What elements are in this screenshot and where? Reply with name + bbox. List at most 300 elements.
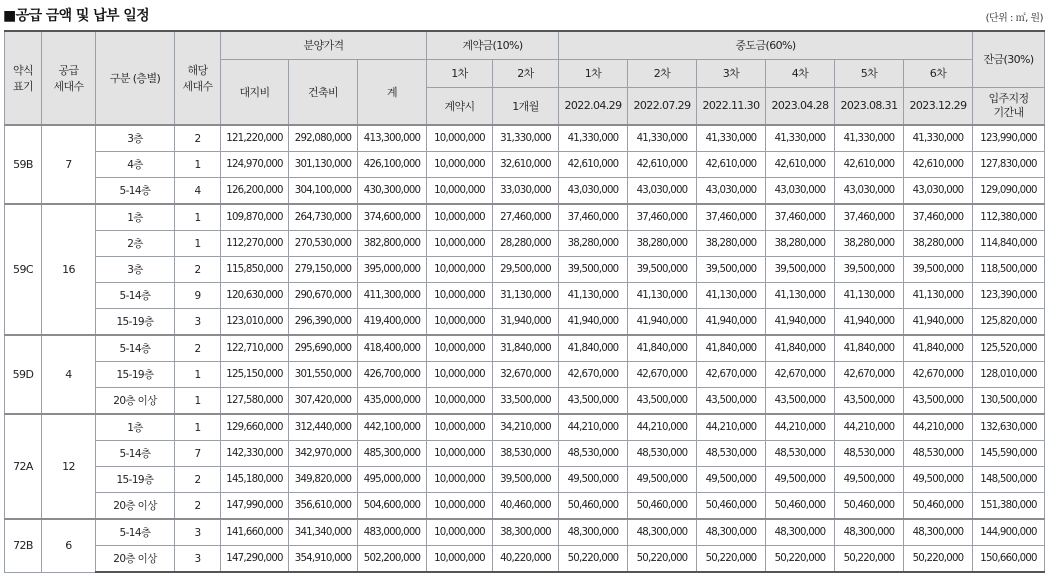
interim-5-cell: 42,610,000 — [835, 152, 904, 178]
interim-3-cell: 49,500,000 — [697, 467, 766, 493]
table-row — [5, 362, 1045, 388]
land-cost-cell: 147,290,000 — [221, 546, 289, 573]
interim-1-cell: 41,330,000 — [559, 125, 628, 152]
units-cell: 1 — [175, 152, 221, 178]
deposit-1st-cell: 10,000,000 — [427, 283, 493, 309]
building-cost-cell: 295,690,000 — [289, 335, 358, 362]
building-cost-cell: 301,550,000 — [289, 362, 358, 388]
deposit-1st-cell: 10,000,000 — [427, 231, 493, 257]
interim-1-cell: 41,840,000 — [559, 335, 628, 362]
deposit-2nd-cell: 32,610,000 — [493, 152, 559, 178]
interim-3-cell: 41,840,000 — [697, 335, 766, 362]
interim-2-cell: 48,300,000 — [628, 519, 697, 546]
land-cost-cell: 112,270,000 — [221, 231, 289, 257]
interim-4-cell: 41,330,000 — [766, 125, 835, 152]
table-row — [5, 335, 1045, 362]
interim-1-cell: 50,220,000 — [559, 546, 628, 573]
table-header — [5, 31, 1045, 125]
building-cost-cell: 349,820,000 — [289, 467, 358, 493]
interim-1-cell: 43,030,000 — [559, 178, 628, 205]
total-price-cell: 426,100,000 — [358, 152, 427, 178]
interim-3-cell: 41,940,000 — [697, 309, 766, 336]
interim-6-cell: 41,330,000 — [904, 125, 973, 152]
land-cost-cell: 125,150,000 — [221, 362, 289, 388]
type-cell: 72A — [5, 414, 42, 519]
interim-3-cell: 50,460,000 — [697, 493, 766, 520]
interim-1-cell: 39,500,000 — [559, 257, 628, 283]
header-interim-date-3: 2022.11.30 — [697, 87, 766, 125]
land-cost-cell: 145,180,000 — [221, 467, 289, 493]
interim-3-cell: 41,130,000 — [697, 283, 766, 309]
interim-1-cell: 42,670,000 — [559, 362, 628, 388]
interim-6-cell: 50,220,000 — [904, 546, 973, 573]
interim-2-cell: 43,030,000 — [628, 178, 697, 205]
header-supply-units: 공급 세대수 — [42, 31, 96, 125]
supply-units-cell: 6 — [42, 519, 96, 572]
header-applicable-units: 해당 세대수 — [175, 31, 221, 125]
total-price-cell: 374,600,000 — [358, 204, 427, 231]
interim-1-cell: 37,460,000 — [559, 204, 628, 231]
table-row — [5, 388, 1045, 415]
header-deposit: 계약금(10%) — [427, 31, 559, 59]
building-cost-cell: 304,100,000 — [289, 178, 358, 205]
deposit-2nd-cell: 34,210,000 — [493, 414, 559, 441]
interim-2-cell: 41,330,000 — [628, 125, 697, 152]
land-cost-cell: 121,220,000 — [221, 125, 289, 152]
interim-3-cell: 39,500,000 — [697, 257, 766, 283]
table-row — [5, 441, 1045, 467]
interim-5-cell: 48,300,000 — [835, 519, 904, 546]
header-interim: 중도금(60%) — [559, 31, 973, 59]
balance-cell: 123,990,000 — [973, 125, 1045, 152]
interim-4-cell: 48,530,000 — [766, 441, 835, 467]
floor-cell: 2층 — [96, 231, 175, 257]
interim-5-cell: 41,330,000 — [835, 125, 904, 152]
interim-6-cell: 41,840,000 — [904, 335, 973, 362]
deposit-2nd-cell: 28,280,000 — [493, 231, 559, 257]
interim-2-cell: 50,220,000 — [628, 546, 697, 573]
interim-5-cell: 42,670,000 — [835, 362, 904, 388]
deposit-1st-cell: 10,000,000 — [427, 362, 493, 388]
total-price-cell: 485,300,000 — [358, 441, 427, 467]
interim-2-cell: 38,280,000 — [628, 231, 697, 257]
balance-cell: 144,900,000 — [973, 519, 1045, 546]
table-row — [5, 546, 1045, 573]
header-interim-1: 1차 — [559, 59, 628, 87]
interim-6-cell: 38,280,000 — [904, 231, 973, 257]
total-price-cell: 495,000,000 — [358, 467, 427, 493]
floor-cell: 4층 — [96, 152, 175, 178]
deposit-2nd-cell: 33,030,000 — [493, 178, 559, 205]
land-cost-cell: 109,870,000 — [221, 204, 289, 231]
total-price-cell: 504,600,000 — [358, 493, 427, 520]
deposit-1st-cell: 10,000,000 — [427, 519, 493, 546]
header-deposit-2nd: 2차 — [493, 59, 559, 87]
interim-2-cell: 50,460,000 — [628, 493, 697, 520]
balance-cell: 112,380,000 — [973, 204, 1045, 231]
deposit-2nd-cell: 39,500,000 — [493, 467, 559, 493]
header-sale-price: 분양가격 — [221, 31, 427, 59]
deposit-2nd-cell: 40,220,000 — [493, 546, 559, 573]
header-interim-2: 2차 — [628, 59, 697, 87]
interim-5-cell: 39,500,000 — [835, 257, 904, 283]
deposit-1st-cell: 10,000,000 — [427, 546, 493, 573]
building-cost-cell: 341,340,000 — [289, 519, 358, 546]
interim-6-cell: 43,030,000 — [904, 178, 973, 205]
deposit-1st-cell: 10,000,000 — [427, 467, 493, 493]
total-price-cell: 502,200,000 — [358, 546, 427, 573]
table-row — [5, 257, 1045, 283]
header-interim-date-4: 2023.04.28 — [766, 87, 835, 125]
units-cell: 3 — [175, 309, 221, 336]
interim-2-cell: 41,840,000 — [628, 335, 697, 362]
units-cell: 2 — [175, 467, 221, 493]
deposit-1st-cell: 10,000,000 — [427, 441, 493, 467]
units-cell: 2 — [175, 335, 221, 362]
supply-units-cell: 16 — [42, 204, 96, 335]
header-balance: 잔금(30%) — [973, 31, 1045, 87]
table-row — [5, 178, 1045, 205]
header-total: 계 — [358, 59, 427, 125]
total-price-cell: 430,300,000 — [358, 178, 427, 205]
interim-5-cell: 50,460,000 — [835, 493, 904, 520]
table-row — [5, 519, 1045, 546]
interim-2-cell: 42,610,000 — [628, 152, 697, 178]
total-price-cell: 435,000,000 — [358, 388, 427, 415]
interim-4-cell: 50,220,000 — [766, 546, 835, 573]
interim-5-cell: 50,220,000 — [835, 546, 904, 573]
total-price-cell: 483,000,000 — [358, 519, 427, 546]
header-interim-5: 5차 — [835, 59, 904, 87]
deposit-1st-cell: 10,000,000 — [427, 493, 493, 520]
interim-5-cell: 43,500,000 — [835, 388, 904, 415]
interim-5-cell: 41,840,000 — [835, 335, 904, 362]
land-cost-cell: 129,660,000 — [221, 414, 289, 441]
deposit-1st-cell: 10,000,000 — [427, 414, 493, 441]
deposit-1st-cell: 10,000,000 — [427, 125, 493, 152]
units-cell: 9 — [175, 283, 221, 309]
land-cost-cell: 122,710,000 — [221, 335, 289, 362]
balance-cell: 128,010,000 — [973, 362, 1045, 388]
balance-cell: 114,840,000 — [973, 231, 1045, 257]
interim-3-cell: 44,210,000 — [697, 414, 766, 441]
interim-3-cell: 48,300,000 — [697, 519, 766, 546]
supply-units-cell: 12 — [42, 414, 96, 519]
land-cost-cell: 124,970,000 — [221, 152, 289, 178]
units-cell: 1 — [175, 204, 221, 231]
table-body — [5, 125, 1045, 572]
balance-cell: 145,590,000 — [973, 441, 1045, 467]
deposit-2nd-cell: 27,460,000 — [493, 204, 559, 231]
supply-units-cell: 7 — [42, 125, 96, 204]
building-cost-cell: 279,150,000 — [289, 257, 358, 283]
floor-cell: 20층 이상 — [96, 388, 175, 415]
interim-1-cell: 43,500,000 — [559, 388, 628, 415]
table-row — [5, 283, 1045, 309]
supply-units-cell: 4 — [42, 335, 96, 414]
total-price-cell: 418,400,000 — [358, 335, 427, 362]
interim-3-cell: 48,530,000 — [697, 441, 766, 467]
type-cell: 59B — [5, 125, 42, 204]
interim-4-cell: 43,030,000 — [766, 178, 835, 205]
total-price-cell: 411,300,000 — [358, 283, 427, 309]
deposit-2nd-cell: 32,670,000 — [493, 362, 559, 388]
units-cell: 2 — [175, 125, 221, 152]
units-cell: 3 — [175, 519, 221, 546]
units-cell: 2 — [175, 493, 221, 520]
units-cell: 1 — [175, 388, 221, 415]
building-cost-cell: 296,390,000 — [289, 309, 358, 336]
table-row — [5, 152, 1045, 178]
deposit-2nd-cell: 31,840,000 — [493, 335, 559, 362]
type-cell: 59C — [5, 204, 42, 335]
header-interim-date-5: 2023.08.31 — [835, 87, 904, 125]
balance-cell: 130,500,000 — [973, 388, 1045, 415]
building-cost-cell: 342,970,000 — [289, 441, 358, 467]
interim-2-cell: 43,500,000 — [628, 388, 697, 415]
floor-cell: 5-14층 — [96, 283, 175, 309]
units-cell: 1 — [175, 362, 221, 388]
deposit-2nd-cell: 31,940,000 — [493, 309, 559, 336]
header-division: 구분 (층별) — [96, 31, 175, 125]
building-cost-cell: 270,530,000 — [289, 231, 358, 257]
interim-2-cell: 41,940,000 — [628, 309, 697, 336]
floor-cell: 20층 이상 — [96, 546, 175, 573]
interim-5-cell: 37,460,000 — [835, 204, 904, 231]
deposit-1st-cell: 10,000,000 — [427, 388, 493, 415]
floor-cell: 3층 — [96, 257, 175, 283]
table-row — [5, 231, 1045, 257]
interim-5-cell: 38,280,000 — [835, 231, 904, 257]
header-balance-date: 입주지정 기간내 — [973, 87, 1045, 125]
interim-6-cell: 44,210,000 — [904, 414, 973, 441]
floor-cell: 3층 — [96, 125, 175, 152]
floor-cell: 1층 — [96, 414, 175, 441]
header-land-cost: 대지비 — [221, 59, 289, 125]
deposit-2nd-cell: 40,460,000 — [493, 493, 559, 520]
interim-6-cell: 42,610,000 — [904, 152, 973, 178]
units-cell: 4 — [175, 178, 221, 205]
interim-4-cell: 38,280,000 — [766, 231, 835, 257]
deposit-2nd-cell: 31,130,000 — [493, 283, 559, 309]
deposit-1st-cell: 10,000,000 — [427, 257, 493, 283]
interim-4-cell: 50,460,000 — [766, 493, 835, 520]
interim-6-cell: 41,130,000 — [904, 283, 973, 309]
units-cell: 1 — [175, 231, 221, 257]
table-row — [5, 467, 1045, 493]
interim-6-cell: 41,940,000 — [904, 309, 973, 336]
balance-cell: 123,390,000 — [973, 283, 1045, 309]
building-cost-cell: 312,440,000 — [289, 414, 358, 441]
building-cost-cell: 290,670,000 — [289, 283, 358, 309]
deposit-1st-cell: 10,000,000 — [427, 204, 493, 231]
deposit-2nd-cell: 38,530,000 — [493, 441, 559, 467]
deposit-2nd-cell: 38,300,000 — [493, 519, 559, 546]
interim-3-cell: 37,460,000 — [697, 204, 766, 231]
interim-3-cell: 43,500,000 — [697, 388, 766, 415]
page-title: ■공급 금액 및 납부 일정 — [3, 8, 150, 24]
interim-2-cell: 41,130,000 — [628, 283, 697, 309]
table-row — [5, 493, 1045, 520]
header-deposit-1st: 1차 — [427, 59, 493, 87]
type-cell: 59D — [5, 335, 42, 414]
floor-cell: 5-14층 — [96, 519, 175, 546]
header-interim-date-2: 2022.07.29 — [628, 87, 697, 125]
deposit-2nd-cell: 33,500,000 — [493, 388, 559, 415]
interim-1-cell: 41,130,000 — [559, 283, 628, 309]
interim-6-cell: 50,460,000 — [904, 493, 973, 520]
floor-cell: 1층 — [96, 204, 175, 231]
interim-4-cell: 43,500,000 — [766, 388, 835, 415]
interim-4-cell: 48,300,000 — [766, 519, 835, 546]
balance-cell: 132,630,000 — [973, 414, 1045, 441]
interim-3-cell: 42,670,000 — [697, 362, 766, 388]
building-cost-cell: 354,910,000 — [289, 546, 358, 573]
interim-2-cell: 48,530,000 — [628, 441, 697, 467]
deposit-1st-cell: 10,000,000 — [427, 152, 493, 178]
land-cost-cell: 147,990,000 — [221, 493, 289, 520]
header-deposit-2nd-date: 1개월 — [493, 87, 559, 125]
interim-6-cell: 43,500,000 — [904, 388, 973, 415]
interim-3-cell: 43,030,000 — [697, 178, 766, 205]
floor-cell: 20층 이상 — [96, 493, 175, 520]
land-cost-cell: 115,850,000 — [221, 257, 289, 283]
deposit-2nd-cell: 29,500,000 — [493, 257, 559, 283]
land-cost-cell: 120,630,000 — [221, 283, 289, 309]
unit-note: (단위 : ㎡, 원) — [985, 13, 1043, 24]
interim-6-cell: 49,500,000 — [904, 467, 973, 493]
total-price-cell: 426,700,000 — [358, 362, 427, 388]
deposit-1st-cell: 10,000,000 — [427, 309, 493, 336]
units-cell: 7 — [175, 441, 221, 467]
land-cost-cell: 123,010,000 — [221, 309, 289, 336]
interim-1-cell: 41,940,000 — [559, 309, 628, 336]
header-interim-6: 6차 — [904, 59, 973, 87]
interim-1-cell: 42,610,000 — [559, 152, 628, 178]
table-row — [5, 414, 1045, 441]
units-cell: 1 — [175, 414, 221, 441]
total-price-cell: 395,000,000 — [358, 257, 427, 283]
floor-cell: 15-19층 — [96, 362, 175, 388]
header-interim-4: 4차 — [766, 59, 835, 87]
building-cost-cell: 307,420,000 — [289, 388, 358, 415]
interim-4-cell: 42,670,000 — [766, 362, 835, 388]
header-interim-date-1: 2022.04.29 — [559, 87, 628, 125]
total-price-cell: 419,400,000 — [358, 309, 427, 336]
table-row — [5, 125, 1045, 152]
interim-1-cell: 48,300,000 — [559, 519, 628, 546]
interim-4-cell: 41,840,000 — [766, 335, 835, 362]
interim-1-cell: 38,280,000 — [559, 231, 628, 257]
balance-cell: 129,090,000 — [973, 178, 1045, 205]
balance-cell: 151,380,000 — [973, 493, 1045, 520]
interim-2-cell: 42,670,000 — [628, 362, 697, 388]
units-cell: 2 — [175, 257, 221, 283]
interim-5-cell: 41,940,000 — [835, 309, 904, 336]
price-table — [4, 30, 1045, 573]
interim-3-cell: 50,220,000 — [697, 546, 766, 573]
total-price-cell: 442,100,000 — [358, 414, 427, 441]
interim-4-cell: 44,210,000 — [766, 414, 835, 441]
balance-cell: 118,500,000 — [973, 257, 1045, 283]
interim-4-cell: 37,460,000 — [766, 204, 835, 231]
floor-cell: 15-19층 — [96, 309, 175, 336]
balance-cell: 148,500,000 — [973, 467, 1045, 493]
floor-cell: 5-14층 — [96, 335, 175, 362]
building-cost-cell: 264,730,000 — [289, 204, 358, 231]
building-cost-cell: 301,130,000 — [289, 152, 358, 178]
header-deposit-1st-date: 계약시 — [427, 87, 493, 125]
interim-1-cell: 49,500,000 — [559, 467, 628, 493]
square-bullet-icon: ■ — [3, 8, 16, 24]
header-interim-3: 3차 — [697, 59, 766, 87]
type-cell: 72B — [5, 519, 42, 572]
interim-6-cell: 42,670,000 — [904, 362, 973, 388]
deposit-2nd-cell: 31,330,000 — [493, 125, 559, 152]
balance-cell: 127,830,000 — [973, 152, 1045, 178]
land-cost-cell: 126,200,000 — [221, 178, 289, 205]
table-row — [5, 309, 1045, 336]
interim-2-cell: 49,500,000 — [628, 467, 697, 493]
building-cost-cell: 292,080,000 — [289, 125, 358, 152]
interim-1-cell: 48,530,000 — [559, 441, 628, 467]
balance-cell: 150,660,000 — [973, 546, 1045, 573]
interim-4-cell: 41,940,000 — [766, 309, 835, 336]
interim-6-cell: 39,500,000 — [904, 257, 973, 283]
total-price-cell: 382,800,000 — [358, 231, 427, 257]
interim-1-cell: 44,210,000 — [559, 414, 628, 441]
units-cell: 3 — [175, 546, 221, 573]
interim-3-cell: 41,330,000 — [697, 125, 766, 152]
interim-5-cell: 49,500,000 — [835, 467, 904, 493]
interim-6-cell: 48,300,000 — [904, 519, 973, 546]
floor-cell: 5-14층 — [96, 178, 175, 205]
interim-3-cell: 42,610,000 — [697, 152, 766, 178]
interim-1-cell: 50,460,000 — [559, 493, 628, 520]
table-row — [5, 204, 1045, 231]
interim-5-cell: 41,130,000 — [835, 283, 904, 309]
interim-3-cell: 38,280,000 — [697, 231, 766, 257]
header-interim-date-6: 2023.12.29 — [904, 87, 973, 125]
deposit-1st-cell: 10,000,000 — [427, 178, 493, 205]
interim-4-cell: 41,130,000 — [766, 283, 835, 309]
interim-6-cell: 37,460,000 — [904, 204, 973, 231]
header-type: 약식 표기 — [5, 31, 42, 125]
balance-cell: 125,520,000 — [973, 335, 1045, 362]
total-price-cell: 413,300,000 — [358, 125, 427, 152]
interim-2-cell: 39,500,000 — [628, 257, 697, 283]
interim-5-cell: 44,210,000 — [835, 414, 904, 441]
header-building-cost: 건축비 — [289, 59, 358, 125]
title-bar — [0, 0, 1047, 30]
floor-cell: 5-14층 — [96, 441, 175, 467]
interim-4-cell: 49,500,000 — [766, 467, 835, 493]
land-cost-cell: 142,330,000 — [221, 441, 289, 467]
interim-4-cell: 42,610,000 — [766, 152, 835, 178]
interim-2-cell: 37,460,000 — [628, 204, 697, 231]
building-cost-cell: 356,610,000 — [289, 493, 358, 520]
floor-cell: 15-19층 — [96, 467, 175, 493]
land-cost-cell: 127,580,000 — [221, 388, 289, 415]
interim-6-cell: 48,530,000 — [904, 441, 973, 467]
interim-2-cell: 44,210,000 — [628, 414, 697, 441]
balance-cell: 125,820,000 — [973, 309, 1045, 336]
interim-5-cell: 48,530,000 — [835, 441, 904, 467]
deposit-1st-cell: 10,000,000 — [427, 335, 493, 362]
interim-4-cell: 39,500,000 — [766, 257, 835, 283]
interim-5-cell: 43,030,000 — [835, 178, 904, 205]
land-cost-cell: 141,660,000 — [221, 519, 289, 546]
